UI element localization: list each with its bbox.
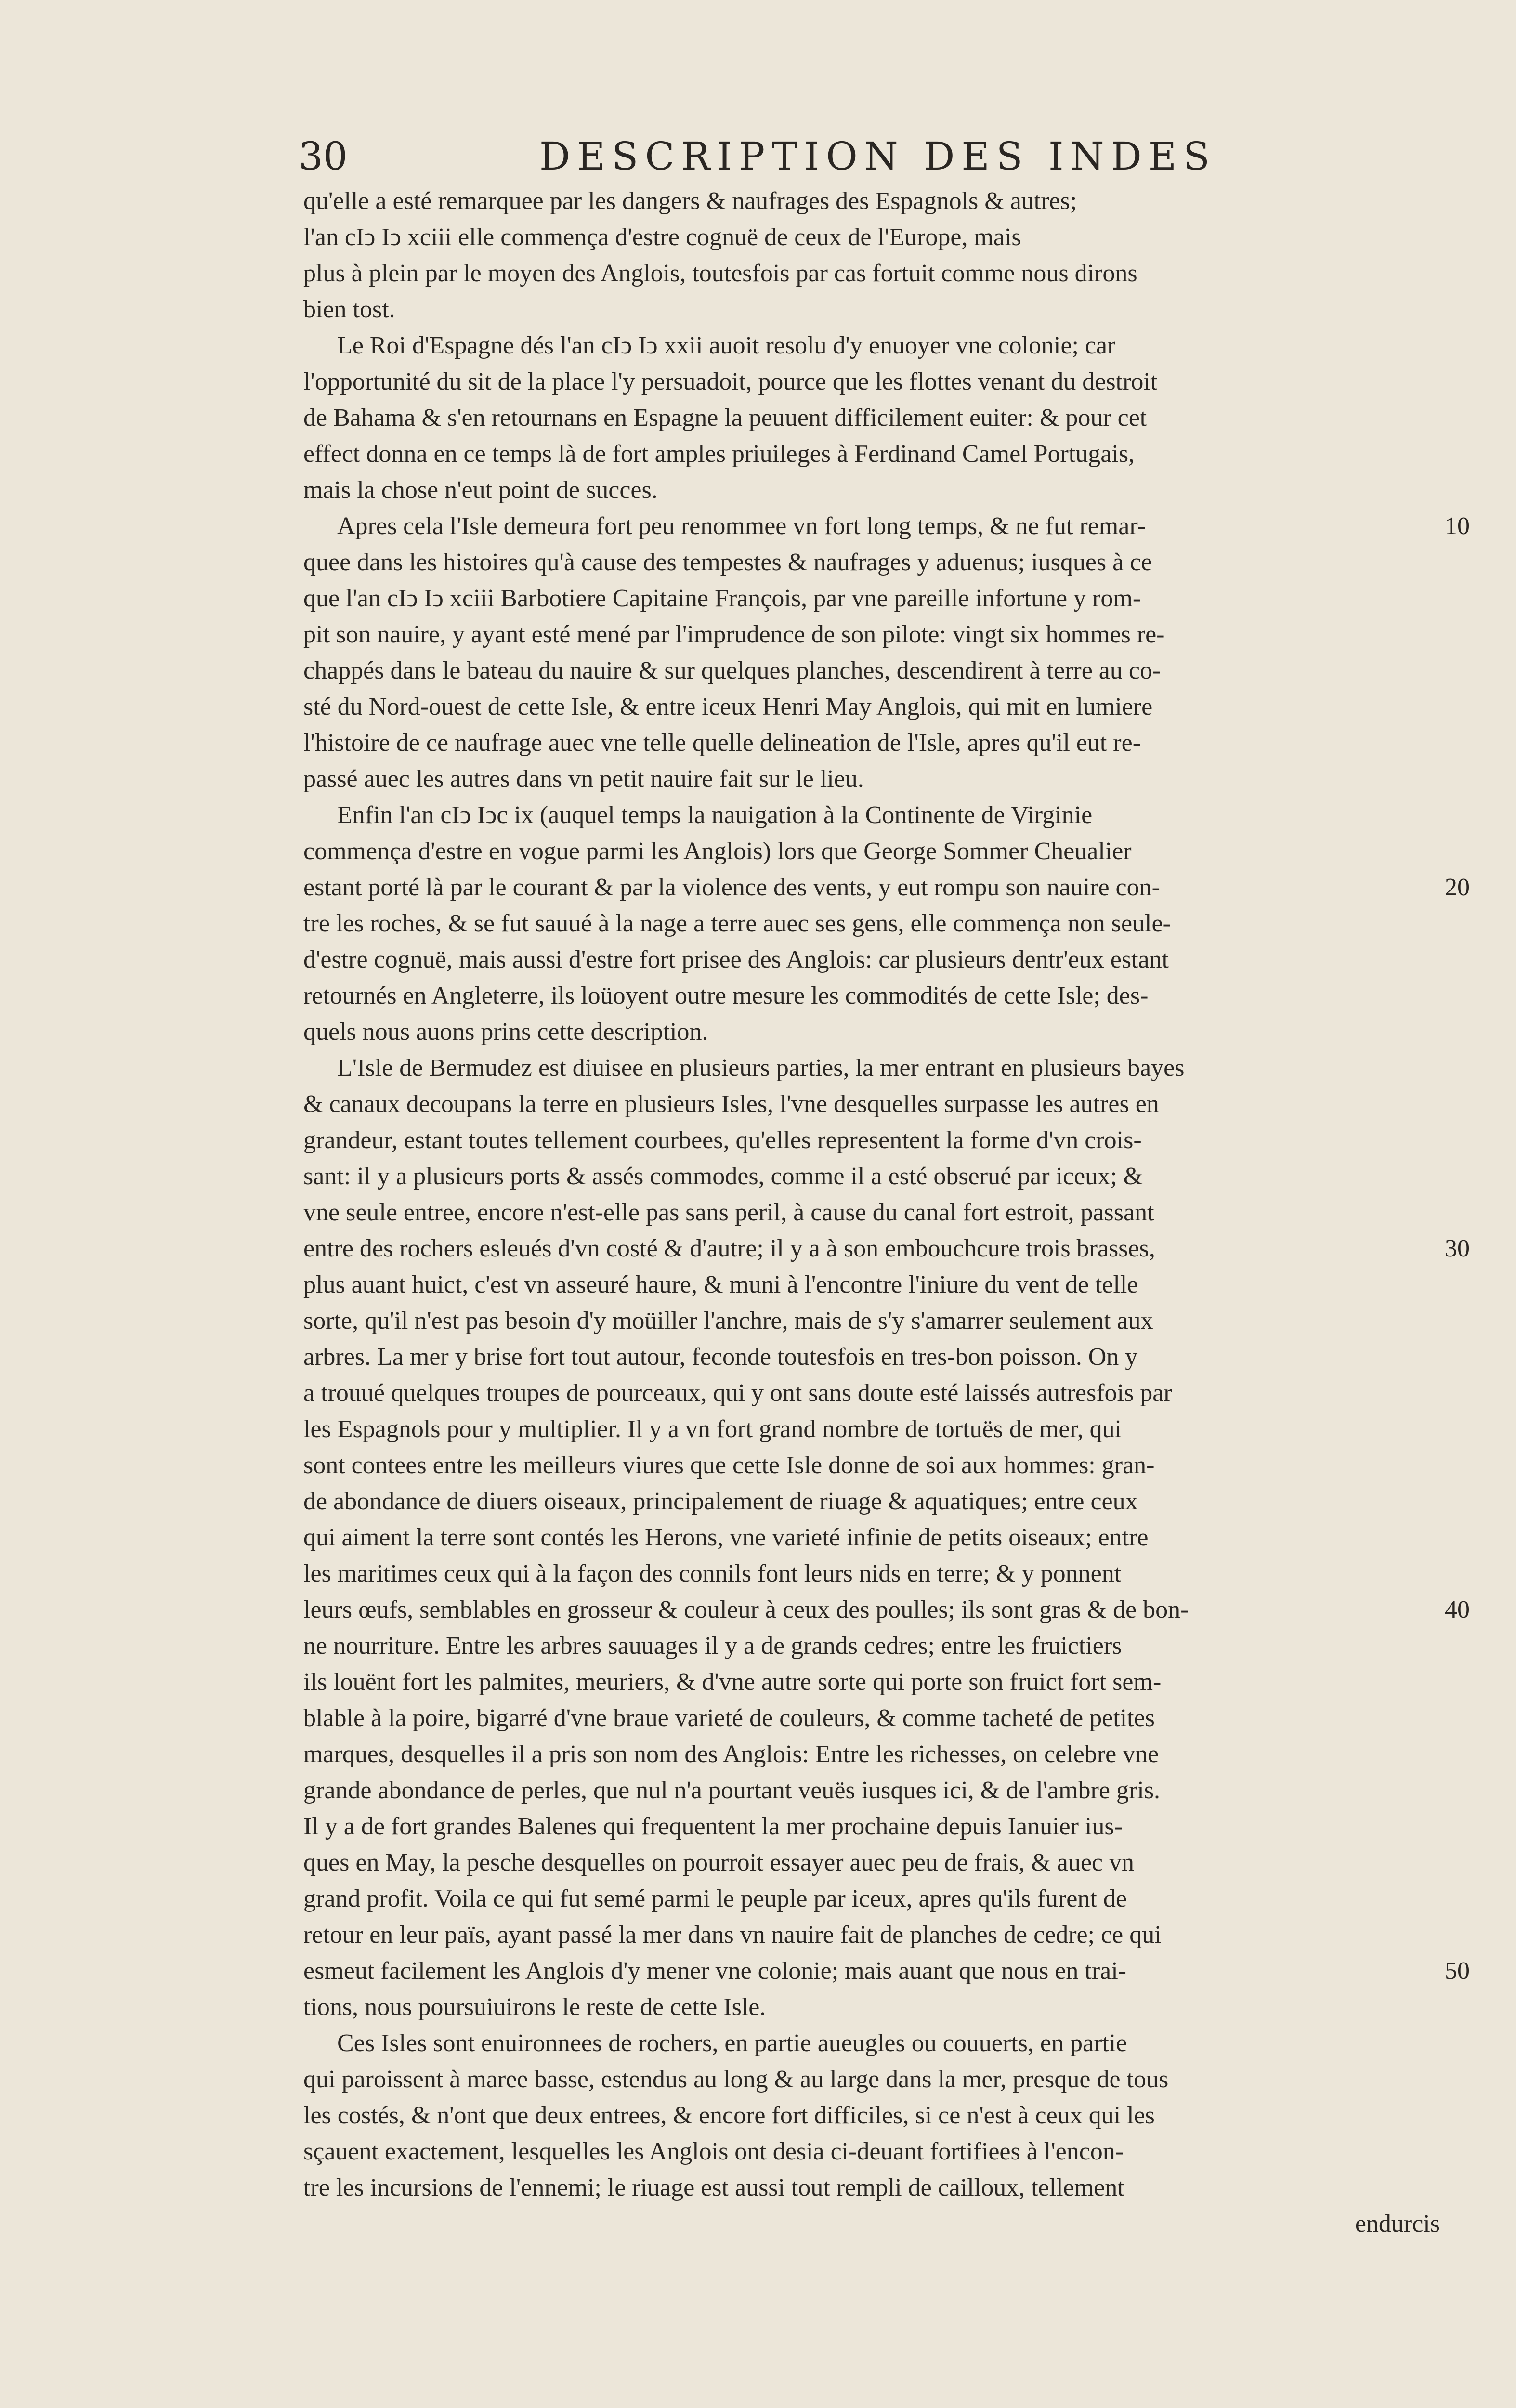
text-line: quels nous auons prins cette description. [303,1018,708,1046]
text-line: a trouué quelques troupes de pourceaux, qui y ont sans doute esté laissés autresfois par [303,1379,1172,1407]
margin-number: 10 [1445,512,1470,540]
margin-number: 40 [1445,1596,1470,1623]
text-line: sçauent exactement, lesquelles les Anglois ont desia ci-deuant fortifiees à l'encon- [303,2138,1124,2165]
text-line: les maritimes ceux qui à la façon des connils font leurs nids en terre; & y ponnent [303,1560,1122,1587]
text-line: blable à la poire, bigarré d'vne braue varieté de couleurs, & comme tacheté de petites [303,1704,1155,1732]
text-line: retournés en Angleterre, ils loüoyent outre mesure les commodités de cette Isle; des- [303,982,1149,1009]
margin-number: 50 [1445,1957,1470,1985]
text-line: d'estre cognuë, mais aussi d'estre fort prisee des Anglois: car plusieurs dentr'eux estant [303,946,1169,973]
text-line: chappés dans le bateau du nauire & sur quelques planches, descendirent à terre au co- [303,657,1161,684]
text-line: de Bahama & s'en retournans en Espagne la peuuent difficilement euiter: & pour cet [303,404,1147,432]
text-line: plus auant huict, c'est vn asseuré haure, & muni à l'encontre l'iniure du vent de telle [303,1271,1138,1298]
text-line: bien tost. [303,296,395,323]
text-line: ne nourriture. Entre les arbres sauuages il y a de grands cedres; entre les fruictiers [303,1632,1122,1660]
page-header [299,134,1440,187]
body-text [303,183,1440,2242]
text-line: commença d'estre en vogue parmi les Anglois) lors que George Sommer Cheualier [303,838,1132,865]
text-line: les Espagnols pour y multiplier. Il y a vn fort grand nombre de tortuës de mer, qui [303,1415,1122,1443]
text-line: que l'an cIↄ Iↄ xciii Barbotiere Capitaine François, par vne pareille infortune y rom- [303,585,1141,612]
text-line: qui aiment la terre sont contés les Herons, vne varieté infinie de petits oiseaux; entre [303,1524,1149,1551]
text-line: grandeur, estant toutes tellement courbees, qu'elles representent la forme d'vn crois- [303,1126,1142,1154]
text-line: l'histoire de ce naufrage auec vne telle quelle delineation de l'Isle, apres qu'il eut re- [303,729,1141,757]
text-line: l'opportunité du sit de la place l'y persuadoit, pource que les flottes venant du destroit [303,368,1158,395]
text-line: quee dans les histoires qu'à cause des tempestes & naufrages y aduenus; iusques à ce [303,549,1152,576]
text-line: L'Isle de Bermudez est diuisee en plusieurs parties, la mer entrant en plusieurs bayes [337,1054,1185,1082]
text-line: mais la chose n'eut point de succes. [303,476,658,504]
text-line: & canaux decoupans la terre en plusieurs Isles, l'vne desquelles surpasse les autres en [303,1090,1159,1118]
text-line: plus à plein par le moyen des Anglois, toutesfois par cas fortuit comme nous dirons [303,260,1137,287]
text-line: qu'elle a esté remarquee par les dangers & naufrages des Espagnols & autres; [303,187,1077,215]
text-line: sté du Nord-ouest de cette Isle, & entre iceux Henri May Anglois, qui mit en lumiere [303,693,1153,720]
text-line: tre les roches, & se fut sauué à la nage a terre auec ses gens, elle commença non seule- [303,910,1171,937]
text-line: passé auec les autres dans vn petit nauire fait sur le lieu. [303,765,864,793]
page-number: 30 [299,134,348,179]
text-line: estant porté là par le courant & par la violence des vents, y eut rompu son nauire con- [303,874,1160,901]
text-line: effect donna en ce temps là de fort amples priuileges à Ferdinand Camel Portugais, [303,440,1135,468]
text-line: Apres cela l'Isle demeura fort peu renommee vn fort long temps, & ne fut remar- [337,512,1146,540]
text-line: les costés, & n'ont que deux entrees, & encore fort difficiles, si ce n'est à ceux qui les [303,2102,1155,2129]
text-line: tions, nous poursuiuirons le reste de cette Isle. [303,1993,766,2021]
text-line: retour en leur païs, ayant passé la mer dans vn nauire fait de planches de cedre; ce qui [303,1921,1162,1949]
text-line: sorte, qu'il n'est pas besoin d'y moüiller l'anchre, mais de s'y s'amarrer seulement aux [303,1307,1153,1335]
text-line: ils louënt fort les palmites, meuriers, & d'vne autre sorte qui porte son fruict fort sem- [303,1668,1162,1696]
text-line: arbres. La mer y brise fort tout autour, feconde toutesfois en tres-bon poisson. On y [303,1343,1138,1371]
text-line: ques en May, la pesche desquelles on pourroit essayer auec peu de frais, & auec vn [303,1849,1134,1876]
catchword: endurcis [1355,2210,1440,2238]
text-line: qui paroissent à maree basse, estendus au long & au large dans la mer, presque de tous [303,2066,1169,2093]
text-line: tre les incursions de l'ennemi; le riuage est aussi tout rempli de cailloux, tellement [303,2174,1124,2201]
margin-number: 20 [1445,874,1470,901]
text-line: Il y a de fort grandes Balenes qui frequentent la mer prochaine depuis Ianuier ius- [303,1813,1123,1840]
text-line: Enfin l'an cIↄ Iↄc ix (auquel temps la nauigation à la Continente de Virginie [337,801,1093,829]
text-line: vne seule entree, encore n'est-elle pas sans peril, à cause du canal fort estroit, passant [303,1199,1154,1226]
text-line: Le Roi d'Espagne dés l'an cIↄ Iↄ xxii auoit resolu d'y enuoyer vne colonie; car [337,332,1116,359]
text-line: sont contees entre les meilleurs viures que cette Isle donne de soi aux hommes: gran- [303,1452,1155,1479]
text-line: pit son nauire, y ayant esté mené par l'imprudence de son pilote: vingt six hommes re- [303,621,1165,648]
text-line: Ces Isles sont enuironnees de rochers, en partie aueugles ou couuerts, en partie [337,2029,1127,2057]
text-line: esmeut facilement les Anglois d'y mener vne colonie; mais auant que nous en trai- [303,1957,1126,1985]
text-line: entre des rochers esleués d'vn costé & d'autre; il y a à son embouchcure trois brasses, [303,1235,1155,1262]
text-line: grand profit. Voila ce qui fut semé parmi le peuple par iceux, apres qu'ils furent de [303,1885,1127,1912]
text-line: grande abondance de perles, que nul n'a pourtant veuës iusques ici, & de l'ambre gris. [303,1777,1160,1804]
text-line: leurs œufs, semblables en grosseur & couleur à ceux des poulles; ils sont gras & de bon- [303,1596,1189,1623]
text-line: l'an cIↄ Iↄ xciii elle commença d'estre cognuë de ceux de l'Europe, mais [303,223,1021,251]
margin-number: 30 [1445,1235,1470,1262]
text-line: de abondance de diuers oiseaux, principalement de riuage & aquatiques; entre ceux [303,1488,1138,1515]
running-title: DESCRIPTION DES INDES [539,134,1216,179]
text-line: marques, desquelles il a pris son nom des Anglois: Entre les richesses, on celebre vne [303,1741,1159,1768]
text-line: sant: il y a plusieurs ports & assés commodes, comme il a esté obserué par iceux; & [303,1163,1143,1190]
